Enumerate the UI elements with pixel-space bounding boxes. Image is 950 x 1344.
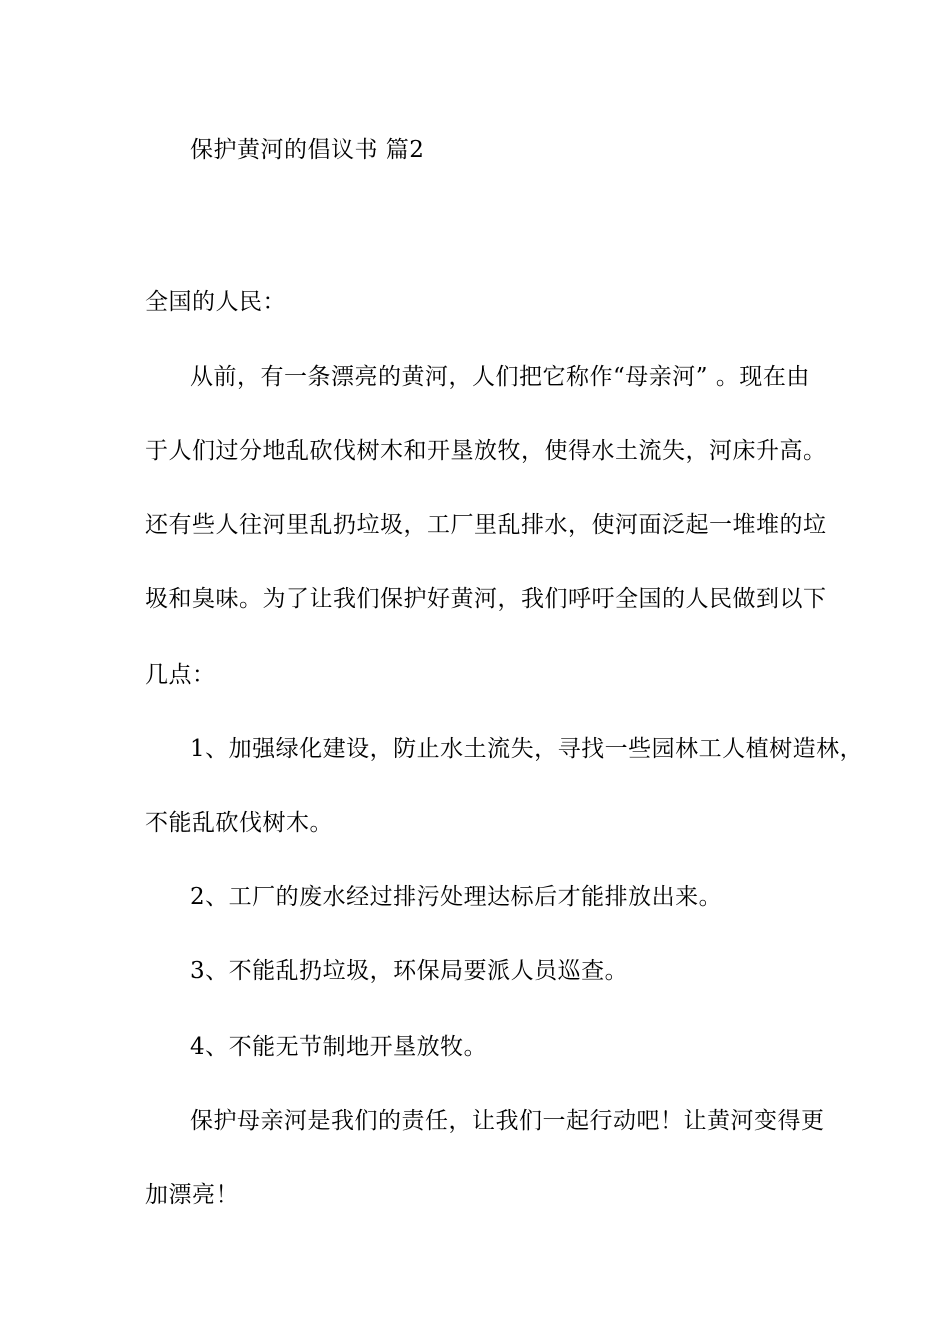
closing-line-continued: 加漂亮！ (145, 1182, 239, 1208)
paragraph-line: 还有些人往河里乱扔垃圾，工厂里乱排水，使河面泛起一堆堆的垃 (145, 512, 827, 538)
paragraph-line: 圾和臭味。为了让我们保护好黄河，我们呼吁全国的人民做到以下 (145, 586, 827, 612)
list-item-1-continued: 不能乱砍伐树木。 (145, 810, 333, 836)
document-title: 保护黄河的倡议书 篇2 (190, 137, 425, 163)
paragraph-line: 几点： (145, 662, 216, 688)
list-item-1: 1、加强绿化建设，防止水土流失，寻找一些园林工人植树造林， (190, 736, 864, 762)
salutation: 全国的人民： (145, 289, 286, 315)
list-item-3: 3、不能乱扔垃圾，环保局要派人员巡查。 (190, 958, 629, 984)
list-item-4: 4、不能无节制地开垦放牧。 (190, 1034, 488, 1060)
paragraph-line: 于人们过分地乱砍伐树木和开垦放牧，使得水土流失，河床升高。 (145, 438, 827, 464)
closing-line: 保护母亲河是我们的责任，让我们一起行动吧！让黄河变得更 (190, 1108, 825, 1134)
paragraph-line: 从前，有一条漂亮的黄河，人们把它称作“母亲河” 。现在由 (190, 364, 810, 390)
list-item-2: 2、工厂的废水经过排污处理达标后才能排放出来。 (190, 884, 723, 910)
